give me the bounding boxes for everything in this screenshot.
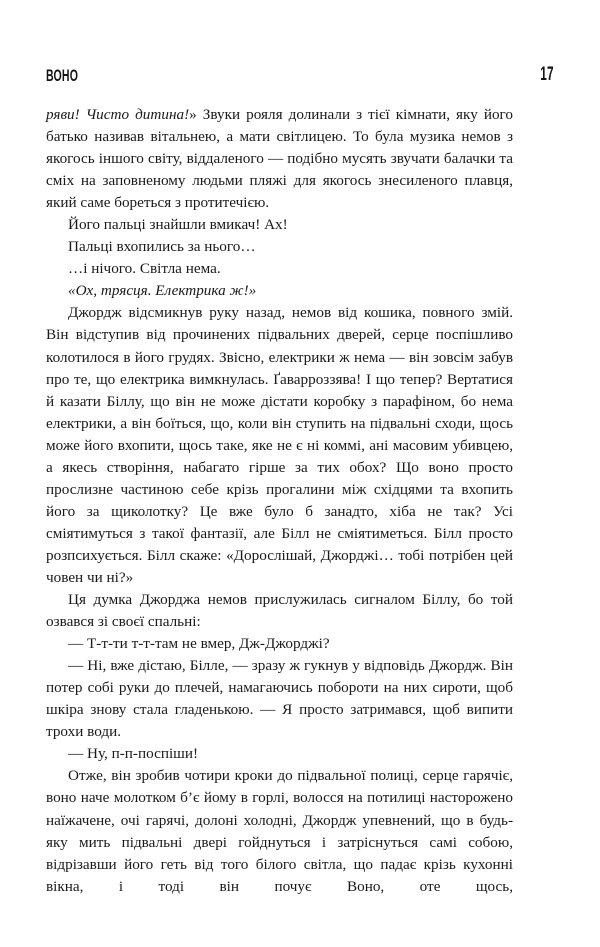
text-run: Його пальці знайшли вмикач! Ах! (68, 216, 288, 234)
text-run: — Т-т-ти т-т-там не вмер, Дж-Джорджі? (68, 635, 330, 653)
text-run: Пальці вхопились за нього… (68, 238, 256, 256)
body-text (46, 104, 513, 898)
folio-container (532, 60, 554, 84)
text-run: » Звуки рояля долинали з тієї кімнати, яку його батько називав вітальнею, а мати світлицею. То була музика немов з якогось іншого світу, віддаленого — подібно мусять звучати балачки та сміх на заповненому людьми пляжі для якогось знесиленого плавця, який саме бореться з протитечією. (46, 106, 513, 212)
paragraph (46, 765, 513, 897)
text-run: Отже, він зробив чотири кроки до підвальної полиці, серце гарячіє, воно наче молотком б’є йому в горлі, волосся на потилиці насторожено наїжачене, очі гарячі, долоні холодні, Джордж упевнений, що в будь-яку мить підвальні двері гойднуться і затріснуться самі собою, відрізавши його геть від того білого світла, що падає крізь кухонні вікна, і тоді він почує Воно, оте щось, (46, 767, 513, 895)
text-run: — Ні, вже дістаю, Білле, — зразу ж гукнув у відповідь Джордж. Він потер собі руки до плечей, намагаючись побороти на них сироти, щоб шкіра знову стала гладенькою. — Я просто затримався, щоб випити трохи води. (46, 657, 513, 741)
italic-run: «Ох, трясця. Електрика ж!» (68, 282, 257, 300)
paragraph (46, 633, 513, 655)
text-run: …і нічого. Світла нема. (68, 260, 221, 278)
paragraph (46, 104, 513, 214)
paragraph (46, 236, 513, 258)
text-run: — Ну, п-п-поспіши! (68, 745, 199, 763)
paragraph (46, 743, 513, 765)
text-run: Ця думка Джорджа немов прислужилась сигналом Біллу, бо той озвався зі своєї спальні: (46, 591, 513, 631)
page-number: 17 (540, 64, 554, 85)
paragraph (46, 655, 513, 743)
running-head (46, 60, 512, 84)
paragraph (46, 214, 513, 236)
paragraph (46, 589, 513, 633)
text-run: Джордж відсмикнув руку назад, немов від кошика, повного змій. Він відступив від прочинених підвальних дверей, серце поспішливо колотилося в його грудях. Звісно, електрики ж нема — він зовсім забув про те, що електрика вимкнулась. Ґаварроззява! І що тепер? Вертатися й казати Біллу, що він не може дістати коробку з парафіном, бо нема електрики, а він боїться, що, коли він ступить на підвальні сходи, щось може його вхопити, щось таке, яке не є ні коммі, ані масовим убивцею, а якесь створіння, набагато гірше за тих обох? Що воно просто прослизне частиною себе крізь прогалини між східцями та вхопить його за щиколотку? Це вже було б занадто, хіба не так? Усі сміятимуться з такої фантазії, але Білл не сміятиметься. Білл просто розпсихується. Білл скаже: «Дорослішай, Джорджі… тобі потрібен цей човен чи ні?» (46, 304, 513, 586)
paragraph (46, 302, 513, 589)
italic-run: ряви! Чисто дитина! (46, 106, 190, 123)
running-head-title: ВОНО (46, 66, 79, 85)
paragraph (46, 258, 513, 280)
paragraph (46, 280, 513, 302)
